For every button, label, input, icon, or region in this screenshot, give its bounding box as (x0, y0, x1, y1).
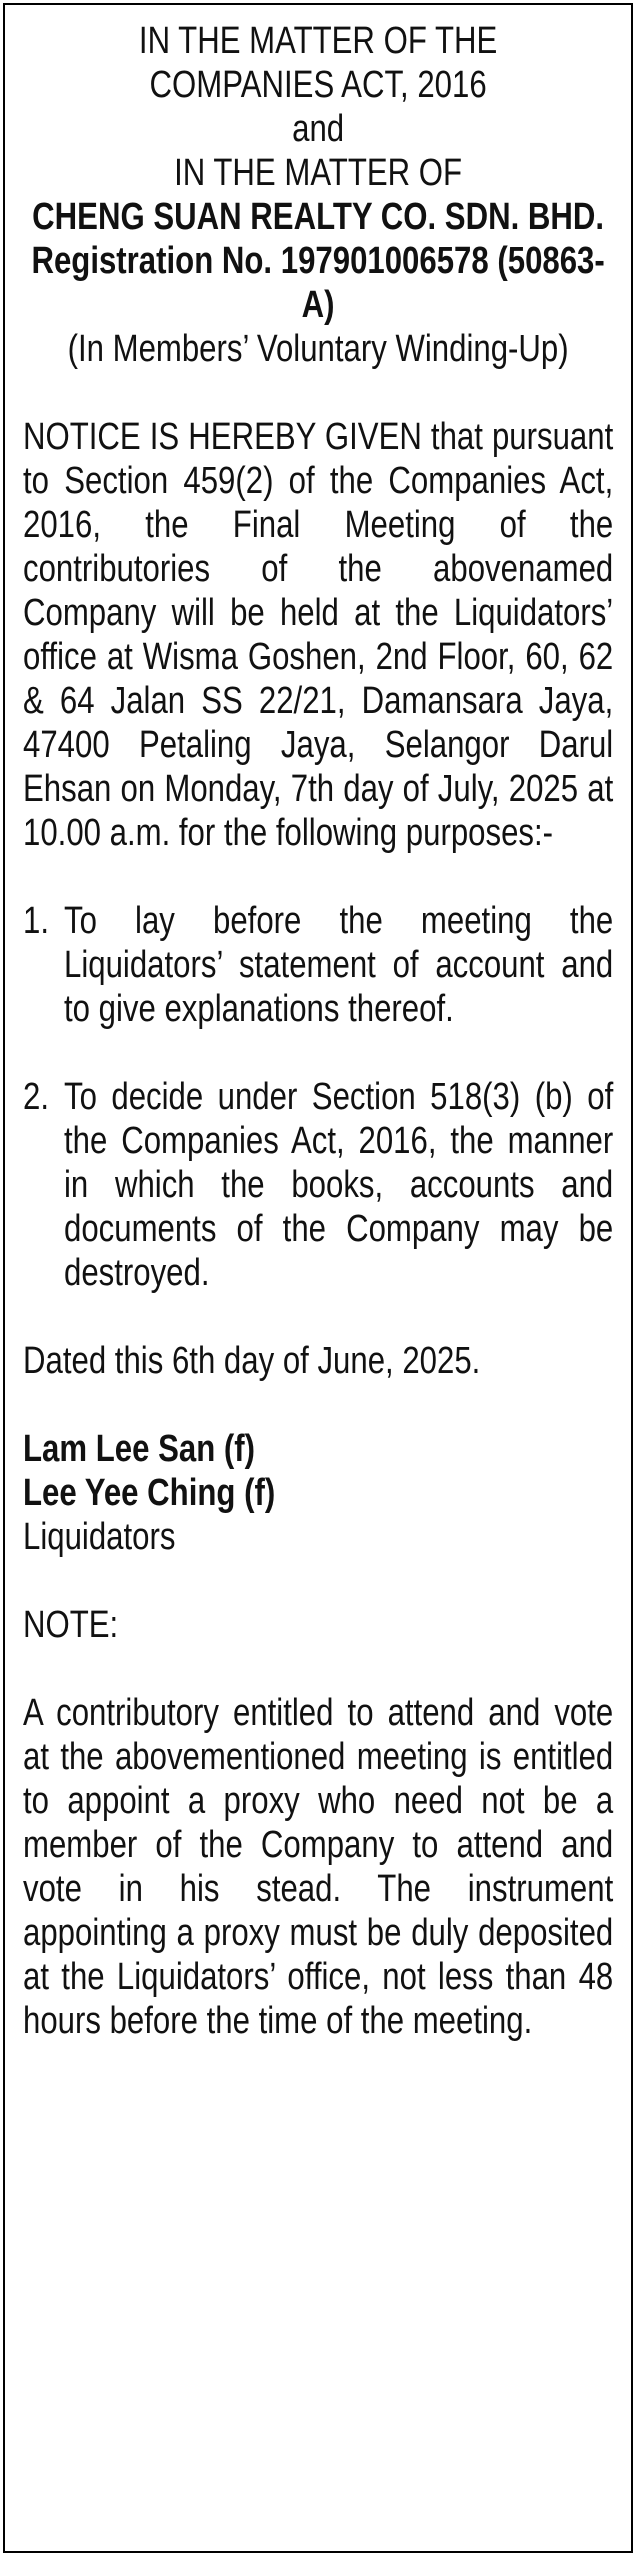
header-line-2: COMPANIES ACT, 2016 (149, 64, 487, 106)
signatory-name-2: Lee Yee Ching (f) (23, 1472, 276, 1514)
signatory-name-1: Lam Lee San (f) (23, 1428, 256, 1470)
dated-line: Dated this 6th day of June, 2025. (23, 1340, 481, 1382)
winding-up-type: (In Members’ Voluntary Winding-Up) (67, 328, 569, 370)
spacer (23, 371, 613, 415)
registration-number: Registration No. 197901006578 (50863-A) (31, 240, 605, 326)
header-line-1: IN THE MATTER OF THE (138, 20, 498, 62)
purpose-text: To lay before the meeting the Liquidators’ statement of account and to give explanations thereof. (64, 900, 614, 1030)
signatory-role: Liquidators (23, 1516, 176, 1558)
spacer (23, 855, 613, 899)
purpose-text: To decide under Section 518(3) (b) of the Companies Act, 2016, the manner in which the books, accounts and documents of the Company may be destroyed. (64, 1076, 614, 1294)
notice-content (23, 19, 613, 2043)
header-line-3: and (292, 108, 345, 150)
header-block (23, 19, 613, 371)
notice-paragraph: NOTICE IS HEREBY GIVEN that pursuant to Section 459(2) of the Companies Act, 2016, the Final Meeting of the contributories of the abovenamed Company will be held at the Liquidators’ office at Wisma Goshen, 2nd Floor, 60, 62 & 64 Jalan SS 22/21, Damansara Jaya, 47400 Petaling Jaya, Selangor Darul Ehsan on Monday, 7th day of July, 2025 at 10.00 a.m. for the following purposes:- (23, 416, 614, 854)
purpose-number: 1. (23, 900, 49, 942)
note-heading: NOTE: (23, 1604, 119, 1646)
spacer (23, 1559, 613, 1603)
purpose-item (23, 899, 613, 1031)
spacer (23, 1295, 613, 1339)
purpose-item (23, 1075, 613, 1295)
purpose-number: 2. (23, 1076, 49, 1118)
company-name: CHENG SUAN REALTY CO. SDN. BHD. (32, 196, 605, 238)
header-line-4: IN THE MATTER OF (174, 152, 463, 194)
note-text: A contributory entitled to attend and vote at the abovementioned meeting is entitled to appoint a proxy who need not be a member of the Company to attend and vote in his stead. The instrument appointing a proxy must be duly deposited at the Liquidators’ office, not less than 48 hours before the time of the meeting. (23, 1692, 614, 2042)
legal-notice (3, 3, 633, 2553)
spacer (23, 1031, 613, 1075)
spacer (23, 1647, 613, 1691)
spacer (23, 1383, 613, 1427)
